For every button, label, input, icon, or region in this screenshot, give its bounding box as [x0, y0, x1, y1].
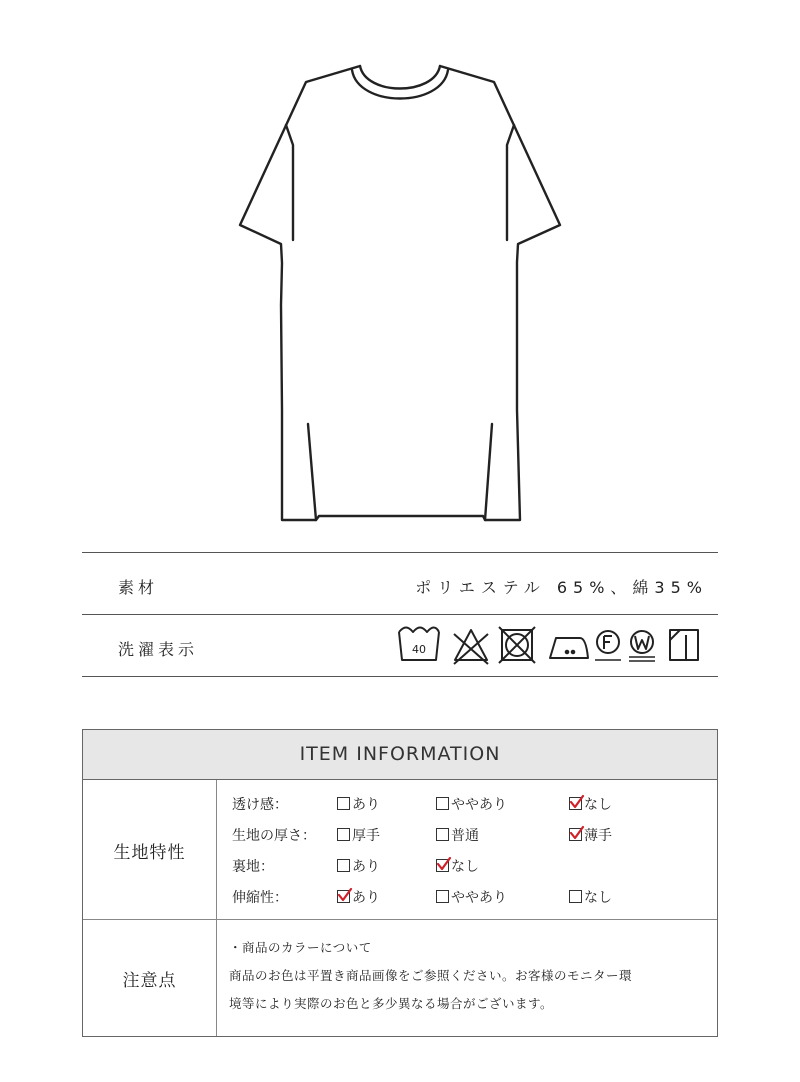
garment-slit-right: [485, 424, 492, 520]
fabric-option-label: 厚手: [352, 828, 380, 844]
no-tumble-dry-icon: [499, 627, 535, 663]
care-label: 洗濯表示: [118, 640, 199, 659]
material-label: 素材: [118, 578, 159, 597]
note-line: 商品のお色は平置き商品画像をご参照ください。お客様のモニター環: [229, 968, 633, 983]
fabric-option-label: あり: [352, 859, 380, 875]
fabric-properties-label: 生地特性: [113, 843, 186, 863]
wash-temp-text: 40: [412, 643, 426, 656]
spec-middle-rule: [82, 614, 718, 615]
wash-40-icon: [399, 628, 439, 661]
fabric-option-label: ややあり: [451, 797, 507, 813]
spec-bottom-rule: [82, 676, 718, 677]
fabric-option: [337, 856, 380, 876]
checked-box-icon: [337, 890, 350, 903]
fabric-option-label: 普通: [451, 828, 479, 844]
care-symbols: [396, 624, 702, 668]
garment-slit-left: [308, 424, 316, 520]
garment-shoulder-seam-left: [286, 125, 293, 240]
table-horizontal-divider: [83, 919, 717, 920]
material-value: ポリエステル 65%、綿35%: [415, 578, 708, 597]
iron-low-icon: [550, 638, 588, 658]
note-heading: ・商品のカラーについて: [229, 940, 372, 955]
fabric-option: [569, 825, 612, 845]
fabric-row-label: 生地の厚さ：: [232, 828, 316, 844]
no-bleach-icon: [454, 630, 488, 664]
fabric-option: [569, 794, 612, 814]
checkbox-icon: [436, 797, 449, 810]
fabric-option-label: なし: [584, 890, 612, 906]
garment-neckline-inner: [352, 70, 448, 99]
item-information-heading: ITEM INFORMATION: [83, 730, 717, 780]
item-information-table: [82, 729, 718, 1037]
fabric-option: [436, 856, 479, 876]
fabric-option: [436, 825, 479, 845]
fabric-option: [436, 794, 507, 814]
wet-clean-w-icon: [629, 631, 655, 661]
checkbox-icon: [436, 890, 449, 903]
checked-box-icon: [436, 859, 449, 872]
fabric-row-label: 裏地：: [232, 859, 274, 875]
fabric-option: [436, 887, 507, 907]
line-dry-shade-icon: [670, 630, 698, 660]
dry-clean-f-icon: [595, 631, 621, 660]
checkbox-icon: [337, 828, 350, 841]
fabric-option-label: 薄手: [584, 828, 612, 844]
fabric-row-label: 透け感：: [232, 797, 288, 813]
spec-top-rule: [82, 552, 718, 553]
fabric-option-label: なし: [451, 859, 479, 875]
checked-box-icon: [569, 828, 582, 841]
garment-neckline-outer: [360, 66, 440, 89]
fabric-option: [337, 887, 380, 907]
checkbox-icon: [337, 797, 350, 810]
note-line: 境等により実際のお色と多少異なる場合がございます。: [229, 996, 554, 1011]
notes-label: 注意点: [122, 971, 177, 991]
fabric-option: [337, 825, 380, 845]
checkbox-icon: [569, 890, 582, 903]
fabric-option: [569, 887, 612, 907]
fabric-option-label: あり: [352, 797, 380, 813]
checkbox-icon: [436, 828, 449, 841]
fabric-option-label: なし: [584, 797, 612, 813]
fabric-option-label: ややあり: [451, 890, 507, 906]
garment-shoulder-seam-right: [507, 125, 514, 240]
checked-box-icon: [569, 797, 582, 810]
fabric-option-label: あり: [352, 890, 380, 906]
checkbox-icon: [337, 859, 350, 872]
garment-illustration: [0, 0, 800, 540]
table-vertical-divider: [216, 780, 217, 1036]
fabric-option: [337, 794, 380, 814]
fabric-row-label: 伸縮性：: [232, 890, 288, 906]
